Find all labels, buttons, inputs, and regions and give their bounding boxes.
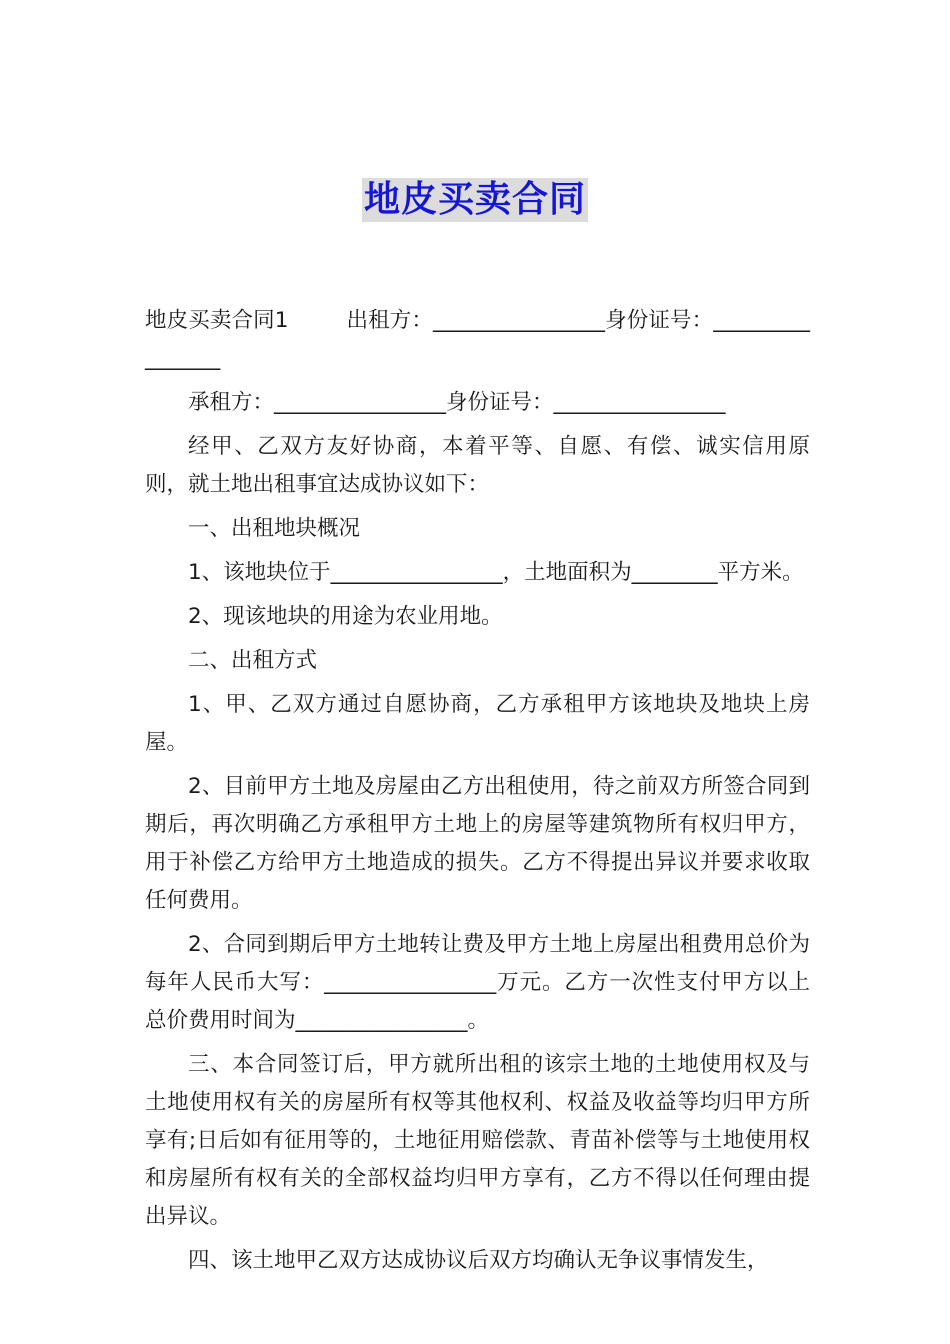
section-heading: 二、出租方式	[188, 648, 318, 673]
paragraph: 2、合同到期后甲方土地转让费及甲方土地上房屋出租费用总价为每年人民币大写：________________万元。乙方一次性支付甲方以上总价费用时间为________________。	[145, 932, 810, 1033]
title-container	[0, 178, 950, 222]
lessor-line: 出租方：________________身份证号：________________	[145, 308, 810, 371]
paragraph: 2、现该地块的用途为农业用地。	[188, 604, 503, 629]
document-title: 地皮买卖合同	[363, 179, 586, 220]
paragraph: 承租方：________________身份证号：________________	[188, 390, 726, 415]
paragraph: 四、该土地甲乙双方达成协议后双方均确认无争议事情发生，	[188, 1248, 769, 1273]
document-body	[145, 302, 810, 1286]
paragraph: 经甲、乙双方友好协商，本着平等、自愿、有偿、诚实信用原则，就土地出租事宜达成协议如下：	[145, 434, 810, 497]
paragraph: 1、该地块位于________________，土地面积为________平方米。	[188, 560, 804, 585]
first-line	[145, 302, 810, 378]
paragraph: 1、甲、乙双方通过自愿协商，乙方承租甲方该地块及地块上房屋。	[145, 692, 810, 755]
section-heading: 一、出租地块概况	[188, 516, 361, 541]
paragraph: 2、目前甲方土地及房屋由乙方出租使用，待之前双方所签合同到期后，再次明确乙方承租甲方土地上的房屋等建筑物所有权归甲方，用于补偿乙方给甲方土地造成的损失。乙方不得提出异议并要求收取任何费用。	[145, 774, 810, 913]
contract-number-label: 地皮买卖合同1	[145, 308, 289, 333]
paragraph: 三、本合同签订后，甲方就所出租的该宗土地的土地使用权及与土地使用权有关的房屋所有权等其他权利、权益及收益等均归甲方所享有;日后如有征用等的，土地征用赔偿款、青苗补偿等与土地使用权和房屋所有权有关的全部权益均归甲方享有，乙方不得以任何理由提出异议。	[145, 1052, 810, 1229]
